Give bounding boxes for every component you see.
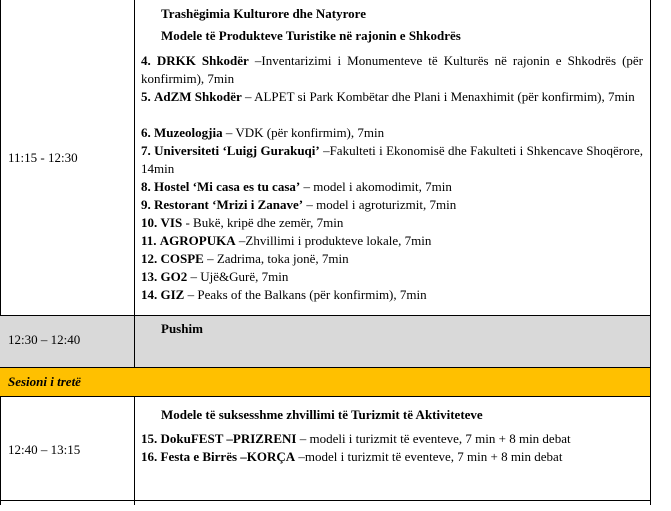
agenda-item: 13. GO2 – Ujë&Gurë, 7min [141, 269, 289, 284]
agenda-item: 7. Universiteti ‘Luigj Gurakuqi’ –Fakulteti i Ekonomisë dhe Fakulteti i Shkencave Shoqërore, 14min [141, 143, 643, 176]
table-left-border [0, 0, 1, 505]
agenda-item: 15. DokuFEST –PRIZRENI – modeli i turizmit të eventeve, 7 min + 8 min debat [141, 431, 571, 446]
session-row [0, 368, 650, 396]
column-divider [134, 316, 135, 367]
table-bottom-border [0, 500, 650, 501]
agenda-item: 6. Muzeologjia – VDK (për konfirmim), 7min [141, 125, 385, 140]
break-row [0, 316, 650, 367]
break-label: Pushim [161, 321, 203, 336]
agenda-item: 11. AGROPUKA –Zhvillimi i produkteve lokale, 7min [141, 233, 432, 248]
table-right-border [650, 0, 651, 505]
agenda-item: 10. VIS - Bukë, kripë dhe zemër, 7min [141, 215, 344, 230]
agenda-item: 16. Festa e Birrës –KORÇA –model i turizmit të eventeve, 7 min + 8 min debat [141, 449, 563, 464]
agenda-item: 5. AdZM Shkodër – ALPET si Park Kombëtar dhe Plani i Menaxhimit (për konfirmim), 7min [141, 89, 635, 104]
agenda-item: 12. COSPE – Zadrima, toka jonë, 7min [141, 251, 349, 266]
agenda-item: 9. Restorant ‘Mrizi i Zanave’ – model i agroturizmit, 7min [141, 197, 457, 212]
section-heading-activities: Modele të suksesshme zhvillimi të Turizmit të Aktiviteteve [161, 407, 483, 422]
agenda-item: 4. DRKK Shkodër –Inventarizimi i Monumenteve të Kulturës në rajonin e Shkodrës (për konfirmim), 7min [141, 53, 643, 86]
row-border [0, 396, 650, 397]
time-slot: 11:15 - 12:30 [8, 150, 78, 165]
column-divider [134, 0, 135, 368]
agenda-item: 14. GIZ – Peaks of the Balkans (për konfirmim), 7min [141, 287, 427, 302]
time-slot: 12:40 – 13:15 [8, 442, 81, 457]
agenda-item: 8. Hostel ‘Mi casa es tu casa’ – model i akomodimit, 7min [141, 179, 452, 194]
time-slot: 12:30 – 12:40 [8, 332, 81, 347]
section-heading-heritage: Trashëgimia Kulturore dhe Natyrore [161, 6, 366, 21]
row-border [0, 315, 650, 316]
section-heading-products: Modele të Produkteve Turistike në rajonin e Shkodrës [161, 28, 461, 43]
column-divider [134, 397, 135, 505]
session-label: Sesioni i tretë [8, 374, 81, 389]
